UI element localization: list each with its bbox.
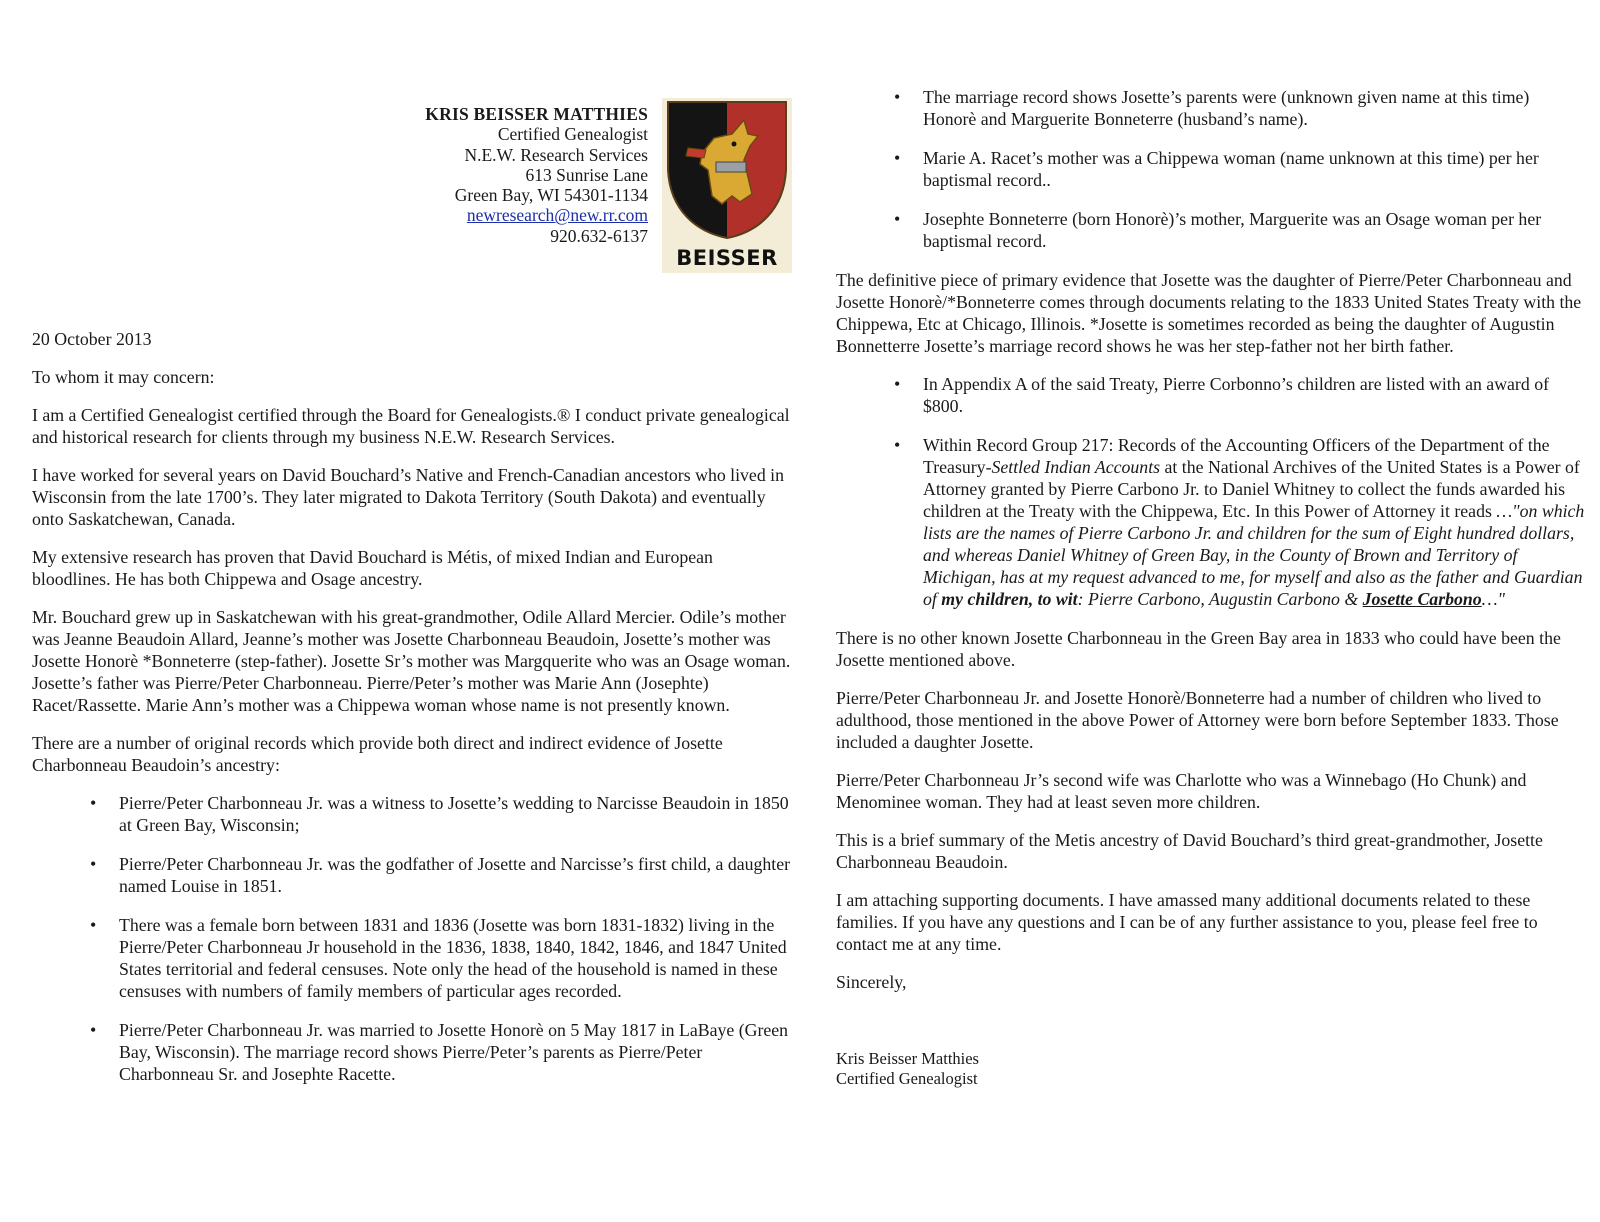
letterhead-city: Green Bay, WI 54301-1134 bbox=[454, 185, 648, 206]
list-item: • Pierre/Peter Charbonneau Jr. was married to Josette Honorè on 5 May 1817 in LaBaye (Green Bay, Wisconsin). The marriage record shows Pierre/Peter’s parents as Pierre/Peter Charbonneau Sr. and Josephte Racette. bbox=[119, 1019, 792, 1085]
letterhead-street: 613 Sunrise Lane bbox=[525, 164, 648, 185]
paragraph-metis: My extensive research has proven that David Bouchard is Métis, of mixed Indian and European bloodlines. He has both Chippewa and Osage ancestry. bbox=[32, 547, 713, 589]
paragraph-research: I have worked for several years on David Bouchard’s Native and French-Canadian ancestors who lived in Wisconsin from the late 1700’s. They later migrated to Dakota Territory (South Dakota) and eventually onto Saskatchewan, Canada. bbox=[32, 465, 784, 529]
salutation: To whom it may concern: bbox=[32, 367, 215, 387]
letter-date: 20 October 2013 bbox=[32, 329, 152, 349]
paragraph-attachments: I am attaching supporting documents. I have amassed many additional documents related to these families. If you have any questions and I can be of any further assistance to you, please feel free to contact me at any time. bbox=[836, 890, 1538, 954]
settled-indian-accounts: Settled Indian Accounts bbox=[991, 457, 1161, 477]
power-of-attorney-quote-2: : Pierre Carbono, Augustin Carbono & bbox=[1077, 589, 1363, 609]
list-item: • Pierre/Peter Charbonneau Jr. was a witness to Josette’s wedding to Narcisse Beaudoin in 1850 at Green Bay, Wisconsin; bbox=[119, 792, 792, 836]
letterhead-phone: 920.632-6137 bbox=[550, 225, 648, 246]
evidence-list bbox=[32, 792, 792, 1085]
right-column bbox=[836, 86, 1586, 1089]
quote-emphasis: my children, to wit bbox=[941, 589, 1078, 609]
paragraph-children: Pierre/Peter Charbonneau Jr. and Josette Honorè/Bonneterre had a number of children who lived to adulthood, those mentioned in the above Power of Attorney were born before September 1833. Those included a daughter Josette. bbox=[836, 688, 1559, 752]
letterhead-company: N.E.W. Research Services bbox=[464, 144, 648, 165]
paragraph-no-other-josette: There is no other known Josette Charbonneau in the Green Bay area in 1833 who could have been the Josette mentioned above. bbox=[836, 628, 1561, 670]
list-item-record-group bbox=[923, 434, 1586, 610]
left-column bbox=[32, 328, 792, 1102]
crest-label: BEISSER bbox=[676, 246, 778, 270]
paragraph-intro: I am a Certified Genealogist certified through the Board for Genealogists.® I conduct private genealogical and historical research for clients through my business N.E.W. Research Services. bbox=[32, 405, 790, 447]
list-item: • There was a female born between 1831 and 1836 (Josette was born 1831-1832) living in the Pierre/Peter Charbonneau Jr household in the 1836, 1838, 1840, 1842, 1846, and 1847 United States territorial and federal censuses. Note only the head of the household is named in these censuses with numbers of family members of particular ages recorded. bbox=[119, 914, 792, 1002]
family-crest bbox=[662, 98, 792, 273]
quote-josette-carbono: Josette Carbono bbox=[1362, 589, 1482, 609]
paragraph-records-intro: There are a number of original records which provide both direct and indirect evidence of Josette Charbonneau Beaudoin’s ancestry: bbox=[32, 733, 723, 775]
list-item: • Pierre/Peter Charbonneau Jr. was the godfather of Josette and Narcisse’s first child, a daughter named Louise in 1851. bbox=[119, 853, 792, 897]
letterhead bbox=[340, 104, 648, 246]
treaty-list bbox=[836, 373, 1586, 610]
crest-shield-icon bbox=[662, 98, 792, 243]
marriage-record-list bbox=[836, 86, 1586, 252]
list-item: • Josephte Bonneterre (born Honorè)’s mother, Marguerite was an Osage woman per her baptismal record. bbox=[923, 208, 1586, 252]
paragraph-definitive-evidence: The definitive piece of primary evidence that Josette was the daughter of Pierre/Peter Charbonneau and Josette Honorè/*Bonneterre comes through documents relating to the 1833 United States Treaty with the Chippewa, Etc at Chicago, Illinois. *Josette is sometimes recorded as being the daughter of Augustin Bonnetterre Josette’s marriage record shows he was her step-father not her birth father. bbox=[836, 270, 1582, 356]
record-group-text-2: at the National Archives of the United States is a Power of Attorney granted by Pierre Carbono Jr. to Daniel Whitney to collect the funds awarded his children at the Treaty with the Chippewa, Etc. In this Power of Attorney it reads bbox=[923, 457, 1580, 521]
letterhead-name: KRIS BEISSER MATTHIES bbox=[425, 104, 648, 124]
list-item: • Marie A. Racet’s mother was a Chippewa woman (name unknown at this time) per her baptismal record.. bbox=[923, 147, 1586, 191]
record-group-text: Within Record Group 217: Records of the Accounting Officers of the Department of the Treasury- bbox=[923, 435, 1550, 477]
letterhead-title: Certified Genealogist bbox=[497, 124, 648, 145]
signature-title: Certified Genealogist bbox=[836, 1069, 978, 1088]
power-of-attorney-quote: …"on which lists are the names of Pierre Carbono Jr. and children for the sum of Eight hundred dollars, and whereas Daniel Whitney of Green Bay, in the County of Brown and Territory of Michigan, has at my request advanced to me, for myself and also as the father and Guardian of bbox=[923, 501, 1585, 609]
signature-block bbox=[836, 1049, 1586, 1089]
list-item: • In Appendix A of the said Treaty, Pierre Corbonno’s children are listed with an award of $800. bbox=[923, 373, 1586, 417]
closing: Sincerely, bbox=[836, 972, 907, 992]
paragraph-second-wife: Pierre/Peter Charbonneau Jr’s second wife was Charlotte who was a Winnebago (Ho Chunk) and Menominee woman. They had at least seven more children. bbox=[836, 770, 1527, 812]
power-of-attorney-quote-3: …" bbox=[1481, 589, 1505, 609]
paragraph-lineage: Mr. Bouchard grew up in Saskatchewan with his great-grandmother, Odile Allard Mercier. Odile’s mother was Jeanne Beaudoin Allard, Jeanne’s mother was Josette Charbonneau Beaudoin, Josette’s mother was Josette Honorè *Bonneterre (step-father). Josette Sr’s mother was Margquerite who was an Osage woman. Josette’s father was Pierre/Peter Charbonneau. Pierre/Peter’s mother was Marie Ann (Josephte) Racet/Rassette. Marie Ann’s mother was a Chippewa woman whose name is not presently known. bbox=[32, 607, 791, 715]
paragraph-summary: This is a brief summary of the Metis ancestry of David Bouchard’s third great-grandmother, Josette Charbonneau Beaudoin. bbox=[836, 830, 1543, 872]
signature-name: Kris Beisser Matthies bbox=[836, 1049, 979, 1068]
list-item: • The marriage record shows Josette’s parents were (unknown given name at this time) Honorè and Marguerite Bonneterre (husband’s name). bbox=[923, 86, 1586, 130]
letterhead-email-link[interactable]: newresearch@new.rr.com bbox=[466, 205, 648, 226]
